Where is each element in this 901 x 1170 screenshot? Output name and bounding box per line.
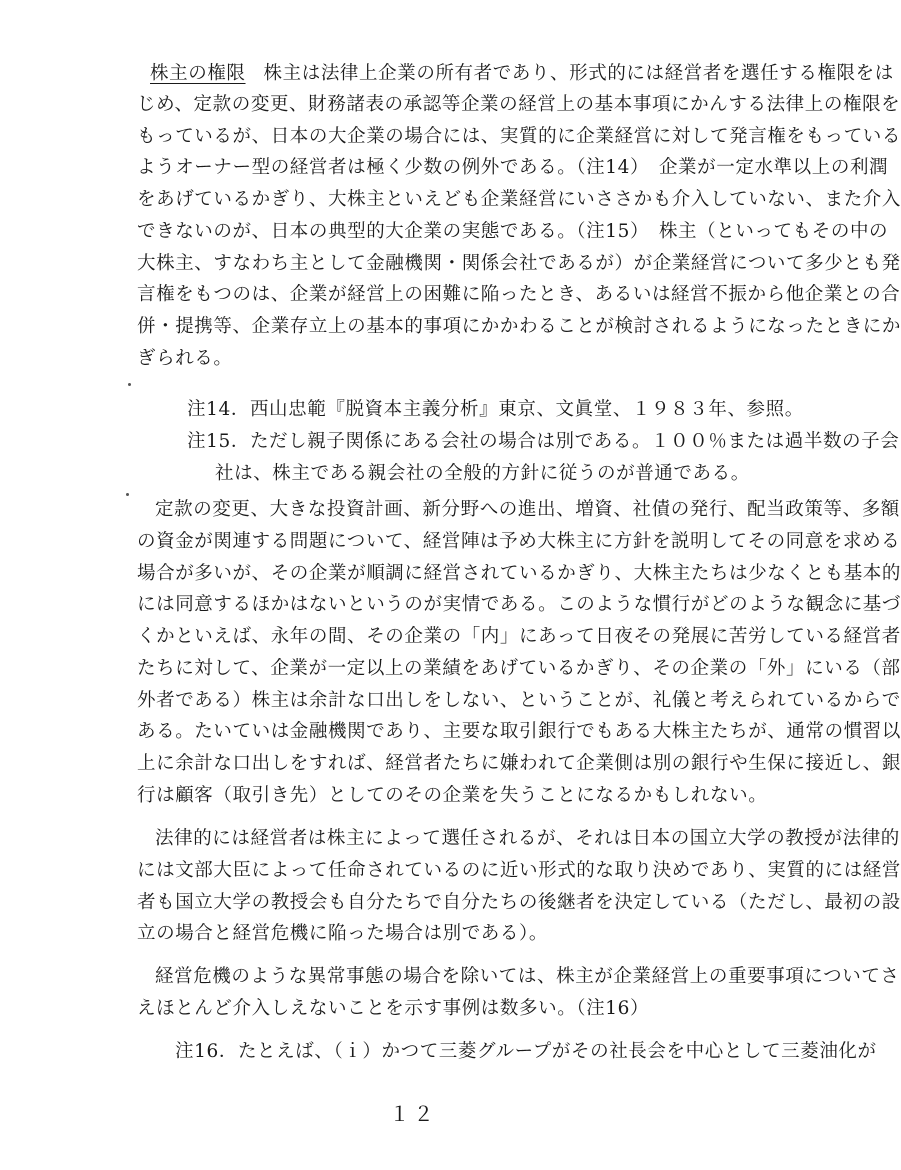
page-number: １２ bbox=[389, 1102, 438, 1126]
paragraph-4-line-2: えほとんど介入しえないことを示す事例は数多い。（注16） bbox=[137, 998, 650, 1019]
footnote-15-line-1: 注15．ただし親子関係にある会社の場合は別である。１００％または過半数の子会 bbox=[187, 431, 900, 452]
paragraph-1-line-3: もっているが、日本の大企業の場合には、実質的に企業経営に対して発言権をもっている bbox=[137, 126, 901, 147]
paragraph-1-line-4: ようオーナー型の経営者は極く少数の例外である。（注14） 企業が一定水準以上の利潤 bbox=[137, 157, 889, 178]
paragraph-1-text: 株主は法律上企業の所有者であり、形式的には経営者を選任する権限をは bbox=[263, 63, 894, 84]
paragraph-2-line-6: たちに対して、企業が一定以上の業績をあげているかぎり、その企業の「外」にいる（部 bbox=[137, 658, 901, 679]
paragraph-2-line-9: 上に余計な口出しをすれば、経営者たちに嫌われて企業側は別の銀行や生保に接近し、銀 bbox=[137, 753, 901, 774]
paragraph-4-line-1: 経営危機のような異常事態の場合を除いては、株主が企業経営上の重要事項についてさ bbox=[155, 966, 900, 987]
footnote-16: 注16．たとえば、（ｉ）かつて三菱グループがその社長会を中心として三菱油化が bbox=[175, 1041, 877, 1062]
paragraph-1-line-9: 併・提携等、企業存立上の基本的事項にかかわることが検討されるようになったときにか bbox=[137, 316, 901, 337]
paragraph-1-line-6: できないのが、日本の典型的大企業の実態である。（注15） 株主（といってもその中の bbox=[137, 221, 889, 242]
paragraph-2-line-8: ある。たいていは金融機関であり、主要な取引銀行でもある大株主たちが、通常の慣習以 bbox=[137, 721, 901, 742]
scan-speck bbox=[126, 493, 129, 496]
paragraph-1-line-8: 言権をもつのは、企業が経営上の困難に陥ったとき、あるいは経営不振から他企業との合 bbox=[137, 284, 901, 305]
scan-speck bbox=[128, 383, 131, 386]
footnote-14: 注14．西山忠範『脱資本主義分析』東京、文眞堂、１９８３年、参照。 bbox=[187, 399, 804, 420]
paragraph-1-line-5: をあげているかぎり、大株主といえども企業経営にいささかも介入していない、また介入 bbox=[137, 189, 901, 210]
paragraph-2-line-10: 行は顧客（取引き先）としてのその企業を失うことになるかもしれない。 bbox=[137, 785, 768, 806]
paragraph-2-line-5: くかといえば、永年の間、その企業の「内」にあって日夜その発展に苦労している経営者 bbox=[137, 626, 901, 647]
paragraph-3-line-3: 者も国立大学の教授会も自分たちで自分たちの後継者を決定している（ただし、最初の設 bbox=[137, 892, 901, 913]
paragraph-2-line-4: には同意するほかはないというのが実情である。このような慣行がどのような観念に基づ bbox=[137, 594, 901, 615]
paragraph-3-line-4: 立の場合と経営危機に陥った場合は別である）。 bbox=[137, 923, 548, 944]
paragraph-3-line-1: 法律的には経営者は株主によって選任されるが、それは日本の国立大学の教授が法律的 bbox=[155, 828, 900, 849]
section-heading: 株主の権限 bbox=[150, 63, 246, 84]
paragraph-3-line-2: には文部大臣によって任命されているのに近い形式的な取り決めであり、実質的には経営 bbox=[137, 860, 901, 881]
paragraph-2-line-7: 外者である）株主は余計な口出しをしない、ということが、礼儀と考えられているからで bbox=[137, 690, 901, 711]
footnote-15-line-2: 社は、株主である親会社の全般的方針に従うのが普通である。 bbox=[215, 463, 750, 484]
paragraph-2-line-3: 場合が多いが、その企業が順調に経営されているかぎり、大株主たちは少なくとも基本的 bbox=[137, 563, 901, 584]
paragraph-1-line-7: 大株主、すなわち主として金融機関・関係会社であるが）が企業経営について多少とも発 bbox=[137, 253, 901, 274]
paragraph-2-line-2: の資金が関連する問題について、経営陣は予め大株主に方針を説明してその同意を求める bbox=[137, 531, 901, 552]
paragraph-1-line-2: じめ、定款の変更、財務諸表の承認等企業の経営上の基本事項にかんする法律上の権限を bbox=[137, 94, 901, 115]
paragraph-1-line-1 bbox=[150, 62, 894, 86]
paragraph-2-line-1: 定款の変更、大きな投資計画、新分野への進出、増資、社債の発行、配当政策等、多額 bbox=[155, 499, 900, 520]
paragraph-1-line-10: ぎられる。 bbox=[137, 348, 233, 369]
